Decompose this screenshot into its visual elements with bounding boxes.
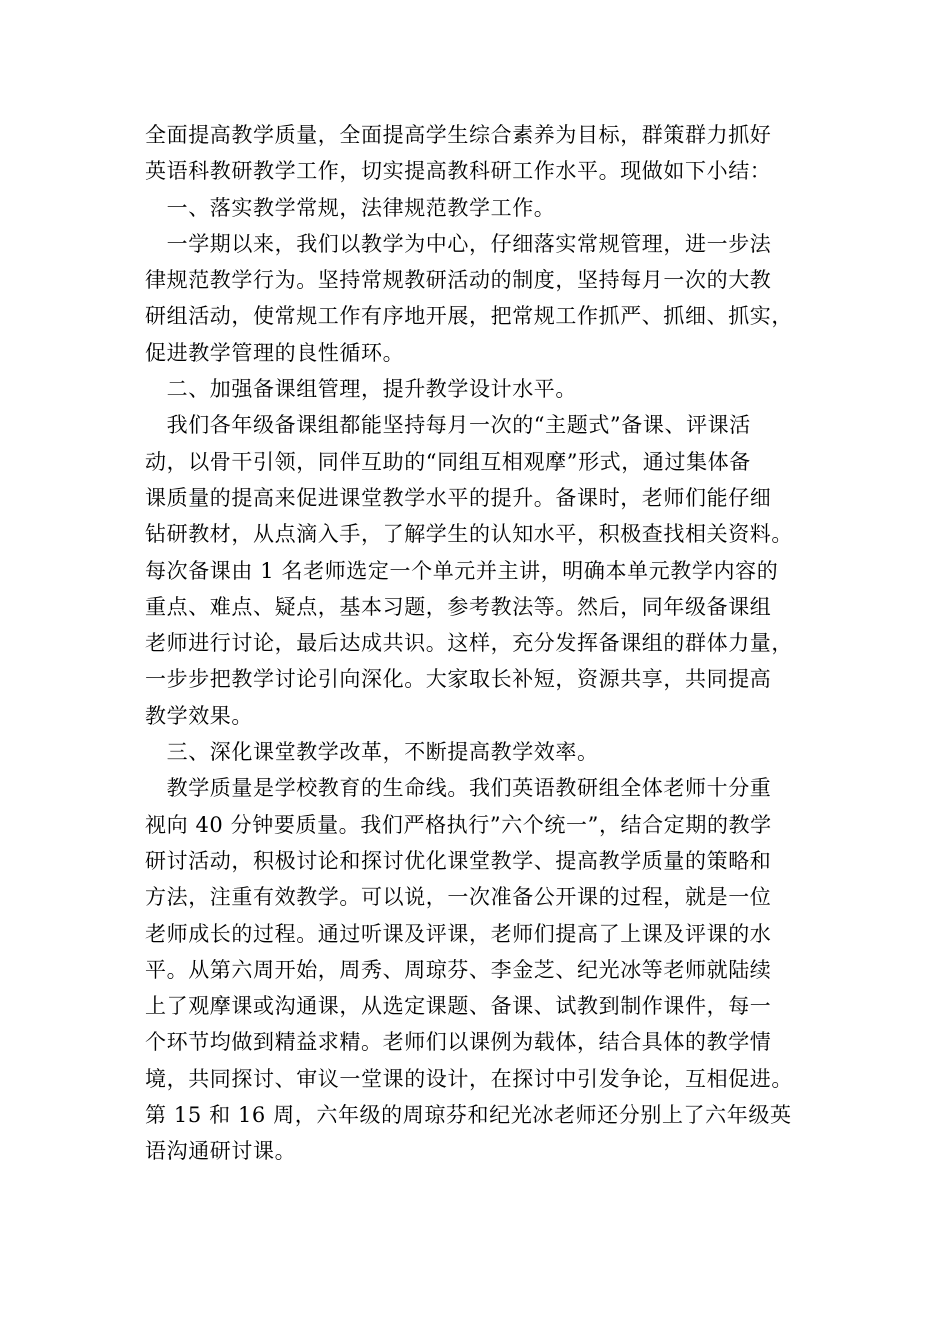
text-line: 钻研教材，从点滴入手，了解学生的认知水平，积极查找相关资料。 <box>145 522 793 547</box>
text-line: 一、落实教学常规，法律规范教学工作。 <box>145 195 556 220</box>
text-line: 研讨活动，积极讨论和探讨优化课堂教学、提高教学质量的策略和 <box>145 848 772 873</box>
text-line: 平。从第六周开始，周秀、周琼芬、李金芝、纪光冰等老师就陆续 <box>145 957 772 982</box>
text-line: 境，共同探讨、审议一堂课的设计，在探讨中引发争论，互相促进。 <box>145 1066 793 1091</box>
text-line: 一步步把教学讨论引向深化。大家取长补短，资源共享，共同提高 <box>145 667 772 692</box>
text-line: 律规范教学行为。坚持常规教研活动的制度，坚持每月一次的大教 <box>145 268 772 293</box>
text-line: 视向 40 分钟要质量。我们严格执行”六个统一”，结合定期的教学 <box>145 812 772 837</box>
document-body <box>145 117 810 1170</box>
text-line: 一学期以来，我们以教学为中心，仔细落实常规管理，进一步法 <box>145 231 772 256</box>
text-line: 教学质量是学校教育的生命线。我们英语教研组全体老师十分重 <box>145 776 772 801</box>
text-line: 三、深化课堂教学改革，不断提高教学效率。 <box>145 740 599 765</box>
text-line: 动，以骨干引领，同伴互助的“同组互相观摩”形式，通过集体备 <box>145 449 751 474</box>
text-line: 促进教学管理的良性循环。 <box>145 340 405 365</box>
text-line: 语沟通研讨课。 <box>145 1139 297 1164</box>
text-line: 重点、难点、疑点，基本习题，参考教法等。然后，同年级备课组 <box>145 594 772 619</box>
text-line: 研组活动，使常规工作有序地开展，把常规工作抓严、抓细、抓实， <box>145 304 793 329</box>
text-line: 第 15 和 16 周，六年级的周琼芬和纪光冰老师还分别上了六年级英 <box>145 1103 792 1128</box>
text-line: 每次备课由 1 名老师选定一个单元并主讲，明确本单元教学内容的 <box>145 558 779 583</box>
text-line: 上了观摩课或沟通课，从选定课题、备课、试教到制作课件，每一 <box>145 994 772 1019</box>
text-line: 老师成长的过程。通过听课及评课，老师们提高了上课及评课的水 <box>145 921 772 946</box>
text-line: 老师进行讨论，最后达成共识。这样，充分发挥备课组的群体力量， <box>145 631 793 656</box>
text-line: 英语科教研教学工作，切实提高教科研工作水平。现做如下小结： <box>145 159 772 184</box>
text-line: 我们各年级备课组都能坚持每月一次的“主题式”备课、评课活 <box>145 413 751 438</box>
text-line: 教学效果。 <box>145 703 253 728</box>
text-line: 课质量的提高来促进课堂教学水平的提升。备课时，老师们能仔细 <box>145 485 772 510</box>
text-line: 全面提高教学质量，全面提高学生综合素养为目标，群策群力抓好 <box>145 123 772 147</box>
text-line: 方法，注重有效教学。可以说，一次准备公开课的过程，就是一位 <box>145 885 772 910</box>
text-line: 二、加强备课组管理，提升教学设计水平。 <box>145 377 577 402</box>
text-line: 个环节均做到精益求精。老师们以课例为载体，结合具体的教学情 <box>145 1030 772 1055</box>
